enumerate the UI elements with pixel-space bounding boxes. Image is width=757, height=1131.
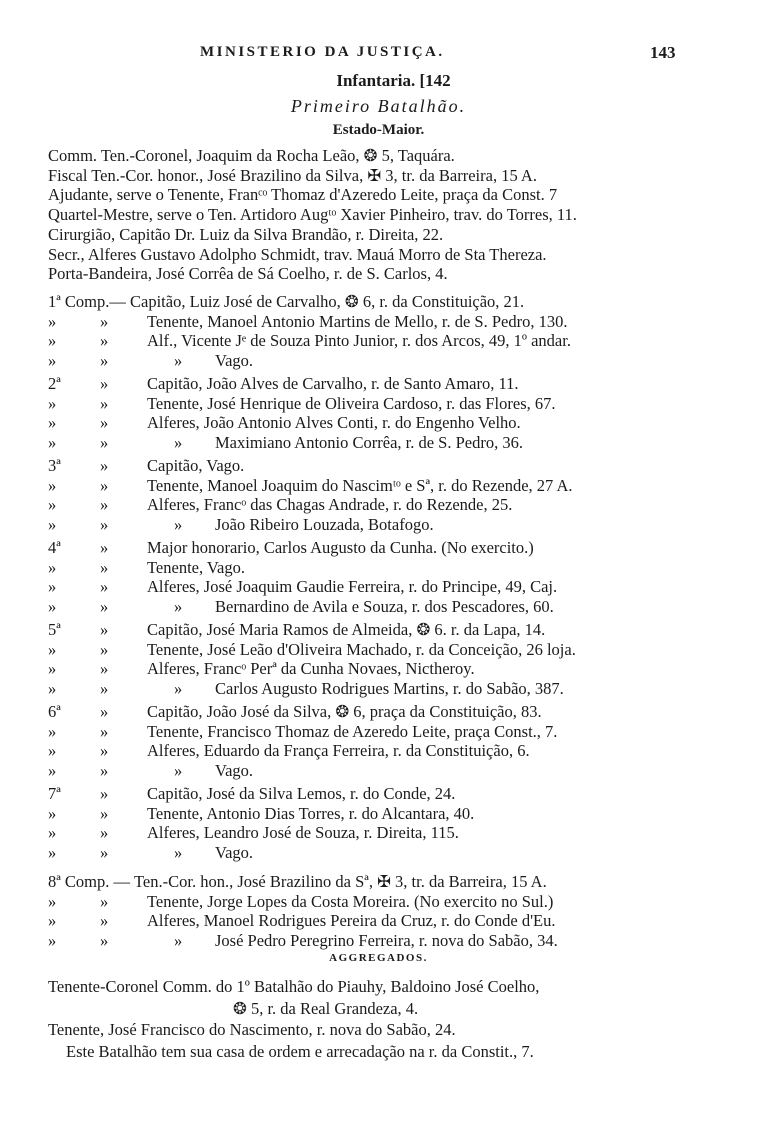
officer-entry: Alf., Vicente Jᵉ de Souza Pinto Junior, r. dos Arcos, 49, 1º andar. (147, 331, 571, 350)
company-marker: » (48, 495, 57, 514)
ditto-mark: » (100, 721, 109, 741)
company-marker: » (48, 639, 57, 659)
company-marker: » (48, 659, 57, 678)
company-marker: 6ª (48, 702, 61, 721)
company-row (48, 312, 708, 332)
company-row (48, 823, 708, 843)
ditto-mark: » (100, 456, 109, 475)
ditto-mark: » (100, 639, 109, 659)
ditto-mark: » (100, 514, 109, 534)
company-marker: 4ª (48, 538, 61, 557)
company-marker: » (48, 823, 57, 842)
officer-entry: Tenente, Antonio Dias Torres, r. do Alcantara, 40. (147, 803, 475, 823)
company-row (48, 761, 708, 781)
company-row (48, 351, 708, 371)
officer-entry: Alferes, Manoel Rodrigues Pereira da Cruz, r. do Conde d'Eu. (147, 911, 556, 930)
officer-entry: Capitão, Luiz José de Carvalho, ❂ 6, r. da Constituição, 21. (130, 292, 525, 311)
ditto-mark: » (100, 659, 109, 678)
officer-entry: Carlos Augusto Rodrigues Martins, r. do Sabão, 387. (215, 678, 564, 698)
ditto-mark: » (100, 760, 109, 780)
ditto-mark: » (174, 350, 183, 370)
company-row (48, 722, 708, 742)
staff-entry: Secr., Alferes Gustavo Adolpho Schmidt, trav. Mauá Morro de Sta Thereza. (48, 244, 547, 264)
company-marker: » (48, 741, 57, 760)
company-marker: » (48, 721, 57, 741)
company-row (48, 558, 708, 578)
ditto-mark: » (100, 311, 109, 331)
company-marker: » (48, 350, 57, 370)
officer-entry: Major honorario, Carlos Augusto da Cunha. (No exercito.) (147, 538, 534, 557)
company-marker: 5ª (48, 620, 61, 639)
officer-entry: Capitão, José da Silva Lemos, r. do Conde, 24. (147, 784, 456, 803)
company-row (48, 456, 708, 476)
officer-entry: Alferes, Francᵒ Perª da Cunha Novaes, Nictheroy. (147, 659, 475, 678)
company-marker: » (48, 331, 57, 350)
ditto-mark: » (174, 930, 183, 950)
ditto-mark: » (100, 495, 109, 514)
company-marker: » (48, 475, 57, 495)
ditto-mark: » (174, 842, 183, 862)
officer-entry: Tenente, José Leão d'Oliveira Machado, r. da Conceição, 26 loja. (147, 639, 576, 659)
company-row (48, 702, 708, 722)
company-marker: 3ª (48, 456, 61, 475)
officer-entry: Vago. (215, 350, 254, 370)
ditto-mark: » (100, 784, 109, 803)
page-header (0, 44, 757, 68)
ditto-mark: » (100, 475, 109, 495)
officer-entry: Tenente, Jorge Lopes da Costa Moreira. (No exercito no Sul.) (147, 891, 554, 911)
company-row (48, 597, 708, 617)
company-marker: » (48, 911, 57, 930)
ditto-mark: » (100, 823, 109, 842)
company-marker: » (48, 803, 57, 823)
ditto-mark: » (100, 842, 109, 862)
staff-entry: Ajudante, serve o Tenente, Franᶜᵒ Thomaz d'Azeredo Leite, praça da Const. 7 (48, 185, 558, 205)
ditto-mark: » (100, 331, 109, 350)
staff-heading: Estado-Maior. (332, 122, 425, 138)
subsection-title: Primeiro Batalhão. (290, 96, 467, 116)
officer-entry: José Pedro Peregrino Ferreira, r. nova do Sabão, 34. (215, 930, 558, 950)
aggregado-entry: Tenente, José Francisco do Nascimento, r. nova do Sabão, 24. (48, 1020, 456, 1039)
officer-entry: Tenente, Francisco Thomaz de Azeredo Leite, praça Const., 7. (147, 721, 558, 741)
officer-entry: Vago. (215, 842, 254, 862)
officer-entry: Capitão, João Alves de Carvalho, r. de Santo Amaro, 11. (147, 374, 519, 393)
company-row (48, 843, 708, 863)
ditto-mark: » (100, 413, 109, 432)
company-row (48, 911, 708, 931)
officer-entry: Tenente, Vago. (147, 557, 245, 577)
officer-entry: Alferes, Francᵒ das Chagas Andrade, r. do Rezende, 25. (147, 495, 513, 514)
officer-entry: Alferes, Leandro José de Souza, r. Direita, 115. (147, 823, 459, 842)
ditto-mark: » (100, 620, 109, 639)
company-row (48, 374, 708, 394)
staff-entry: Porta-Bandeira, José Corrêa de Sá Coelho, r. de S. Carlos, 4. (48, 264, 448, 284)
ditto-mark: » (174, 678, 183, 698)
aggregado-entry-continuation: ❂ 5, r. da Real Grandeza, 4. (233, 998, 419, 1018)
ditto-mark: » (100, 891, 109, 911)
company-list (48, 292, 708, 950)
company-marker: » (48, 891, 57, 911)
ditto-mark: » (100, 930, 109, 950)
officer-entry: Bernardino de Avila e Souza, r. dos Pescadores, 60. (215, 596, 554, 616)
ditto-mark: » (100, 538, 109, 557)
company-row (48, 640, 708, 660)
company-marker: » (48, 596, 57, 616)
company-marker: » (48, 557, 57, 577)
ditto-mark: » (100, 374, 109, 393)
company-marker: » (48, 413, 57, 432)
officer-entry: Tenente, Manoel Joaquim do Nascimᵗᵒ e Sª, r. do Rezende, 27 A. (147, 475, 573, 495)
company-marker: » (48, 432, 57, 452)
staff-list (48, 146, 708, 284)
company-marker: » (48, 930, 57, 950)
officer-entry: Capitão, Vago. (147, 456, 245, 475)
company-row (48, 872, 708, 892)
officer-entry: Maximiano Antonio Corrêa, r. de S. Pedro, 36. (215, 432, 523, 452)
company-row (48, 784, 708, 804)
company-row (48, 892, 708, 912)
ditto-mark: » (100, 702, 109, 721)
ditto-mark: » (100, 803, 109, 823)
ditto-mark: » (100, 557, 109, 577)
company-row (48, 931, 708, 951)
company-row (48, 476, 708, 496)
company-row (48, 741, 708, 761)
company-row (48, 495, 708, 515)
company-marker: 7ª (48, 784, 61, 803)
officer-entry: Tenente, Manoel Antonio Martins de Mello, r. de S. Pedro, 130. (147, 311, 568, 331)
ditto-mark: » (174, 596, 183, 616)
company-marker: » (48, 577, 57, 596)
company-row (48, 804, 708, 824)
company-label: 8ª Comp. — (48, 872, 131, 891)
running-title: MINISTERIO DA JUSTIÇA. (200, 44, 445, 60)
officer-entry: João Ribeiro Louzada, Botafogo. (215, 514, 434, 534)
section-title: Infantaria. [142 (336, 71, 451, 90)
officer-entry: Capitão, José Maria Ramos de Almeida, ❂ 6. r. da Lapa, 14. (147, 620, 546, 639)
company-row (48, 292, 708, 312)
officer-entry: Ten.-Cor. hon., José Brazilino da Sª, ✠ 3, tr. da Barreira, 15 A. (134, 872, 547, 891)
officer-entry: Alferes, José Joaquim Gaudie Ferreira, r. do Principe, 49, Caj. (147, 577, 558, 596)
company-marker: 2ª (48, 374, 61, 393)
ditto-mark: » (100, 432, 109, 452)
ditto-mark: » (100, 911, 109, 930)
ditto-mark: » (100, 577, 109, 596)
company-row (48, 659, 708, 679)
company-row (48, 331, 708, 351)
company-row (48, 620, 708, 640)
ditto-mark: » (174, 760, 183, 780)
ditto-mark: » (100, 350, 109, 370)
aggregados-list (48, 976, 708, 1062)
officer-entry: Alferes, João Antonio Alves Conti, r. do Engenho Velho. (147, 413, 521, 432)
company-marker: » (48, 678, 57, 698)
company-marker: » (48, 311, 57, 331)
battalion-note: Este Batalhão tem sua casa de ordem e arrecadação na r. da Constit., 7. (66, 1041, 534, 1061)
ditto-mark: » (100, 596, 109, 616)
officer-entry: Vago. (215, 760, 254, 780)
ditto-mark: » (174, 514, 183, 534)
staff-entry: Fiscal Ten.-Cor. honor., José Brazilino da Silva, ✠ 3, tr. da Barreira, 15 A. (48, 165, 537, 185)
staff-entry: Quartel-Mestre, serve o Ten. Artidoro Augᵗᵒ Xavier Pinheiro, trav. do Torres, 11. (48, 205, 577, 225)
ditto-mark: » (174, 432, 183, 452)
officer-entry: Tenente, José Henrique de Oliveira Cardoso, r. das Flores, 67. (147, 393, 556, 413)
staff-entry: Comm. Ten.-Coronel, Joaquim da Rocha Leão, ❂ 5, Taquára. (48, 146, 455, 165)
company-row (48, 538, 708, 558)
aggregado-entry: Tenente-Coronel Comm. do 1º Batalhão do Piauhy, Baldoino José Coelho, (48, 977, 540, 996)
company-row (48, 577, 708, 597)
company-marker: » (48, 514, 57, 534)
ditto-mark: » (100, 678, 109, 698)
company-marker: » (48, 842, 57, 862)
page-number: 143 (650, 43, 676, 62)
company-row (48, 515, 708, 535)
company-row (48, 433, 708, 453)
company-marker: » (48, 393, 57, 413)
company-row (48, 679, 708, 699)
company-marker: » (48, 760, 57, 780)
company-label: 1ª Comp.— (48, 292, 126, 311)
staff-entry: Cirurgião, Capitão Dr. Luiz da Silva Brandão, r. Direita, 22. (48, 224, 444, 244)
officer-entry: Capitão, João José da Silva, ❂ 6, praça da Constituição, 83. (147, 702, 542, 721)
company-row (48, 394, 708, 414)
officer-entry: Alferes, Eduardo da França Ferreira, r. da Constituição, 6. (147, 741, 530, 760)
ditto-mark: » (100, 393, 109, 413)
aggregados-heading: AGGREGADOS. (329, 952, 428, 964)
company-row (48, 413, 708, 433)
ditto-mark: » (100, 741, 109, 760)
